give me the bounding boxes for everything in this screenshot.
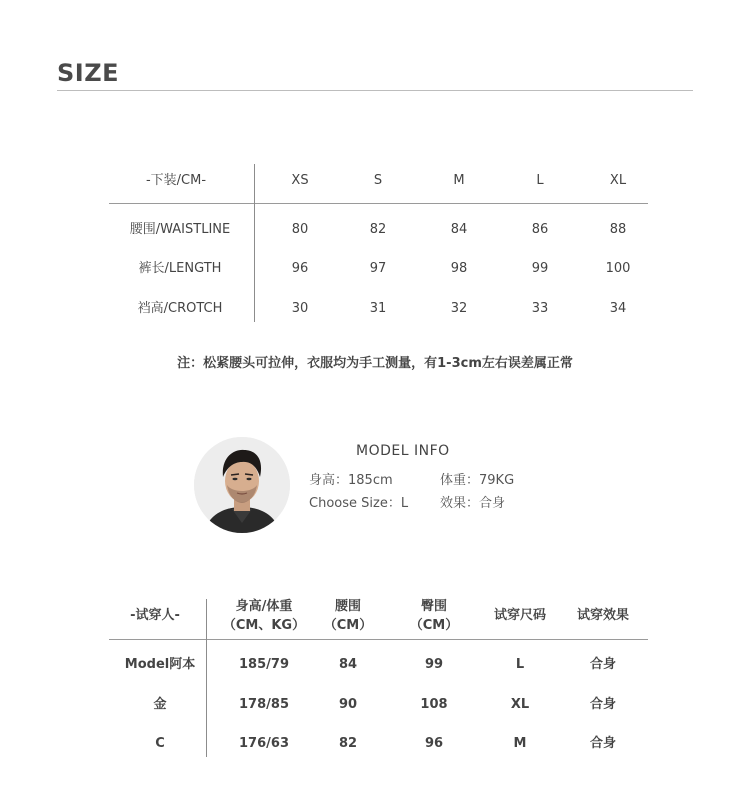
fit-header-hip-unit: （CM） — [409, 618, 459, 633]
fit-cell: 90 — [338, 697, 358, 712]
fit-cell: 99 — [424, 657, 444, 672]
fit-header-waist: 腰围 — [334, 599, 362, 614]
model-choose-size: Choose Size：L — [309, 496, 409, 511]
size-cell: 34 — [609, 301, 627, 316]
fit-cell: L — [515, 657, 525, 672]
size-row-label: 裆高/CROTCH — [137, 301, 223, 316]
size-header-s: S — [373, 173, 383, 188]
size-table-header-label: -下装/CM- — [145, 173, 207, 188]
fit-cell: 178/85 — [239, 697, 289, 712]
fit-cell: 185/79 — [239, 657, 289, 672]
fit-cell: 108 — [420, 697, 448, 712]
size-cell: 96 — [291, 261, 309, 276]
size-cell: 33 — [531, 301, 549, 316]
fit-cell: 84 — [338, 657, 358, 672]
size-cell: 30 — [291, 301, 309, 316]
size-cell: 100 — [605, 261, 631, 276]
model-avatar — [194, 437, 290, 533]
model-fit-effect: 效果：合身 — [440, 496, 506, 511]
fit-header-effect: 试穿效果 — [576, 608, 630, 623]
size-cell: 86 — [531, 222, 549, 237]
fit-cell: 82 — [338, 736, 358, 751]
fit-cell: 合身 — [589, 657, 617, 672]
fit-cell: 176/63 — [239, 736, 289, 751]
size-cell: 82 — [369, 222, 387, 237]
size-header-m: M — [453, 173, 465, 188]
fit-row-name: Model阿本 — [124, 657, 196, 672]
fit-header-hip: 臀围 — [420, 599, 448, 614]
fit-table-header-rule — [109, 639, 648, 640]
fit-row-name: C — [155, 736, 165, 751]
fit-cell: XL — [510, 697, 530, 712]
size-cell: 99 — [531, 261, 549, 276]
fit-row-name: 金 — [153, 697, 167, 712]
size-row-label: 腰围/WAISTLINE — [129, 222, 231, 237]
size-cell: 32 — [450, 301, 468, 316]
page-title: SIZE — [57, 59, 120, 87]
title-divider — [57, 90, 693, 91]
fit-cell: 96 — [424, 736, 444, 751]
fit-header-size: 试穿尺码 — [493, 608, 547, 623]
size-cell: 80 — [291, 222, 309, 237]
size-cell: 98 — [450, 261, 468, 276]
size-row-label: 裤长/LENGTH — [138, 261, 222, 276]
size-header-l: L — [536, 173, 544, 188]
size-cell: 88 — [609, 222, 627, 237]
fit-header-waist-unit: （CM） — [323, 618, 373, 633]
model-info-title: MODEL INFO — [356, 443, 450, 459]
measurement-note: 注：松紧腰头可拉伸，衣服均为手工测量，有1-3cm左右误差属正常 — [177, 356, 573, 371]
size-cell: 31 — [369, 301, 387, 316]
size-cell: 97 — [369, 261, 387, 276]
size-cell: 84 — [450, 222, 468, 237]
fit-header-height-weight: 身高/体重 — [235, 599, 293, 614]
size-header-xs: XS — [291, 173, 309, 188]
size-header-xl: XL — [609, 173, 627, 188]
fit-table-header-label: -试穿人- — [130, 608, 180, 623]
fit-table-column-rule — [206, 599, 207, 757]
fit-cell: 合身 — [589, 736, 617, 751]
model-portrait-icon — [194, 437, 290, 533]
size-table-column-rule — [254, 164, 255, 322]
model-weight: 体重：79KG — [440, 473, 515, 488]
size-table-header-rule — [109, 203, 648, 204]
fit-header-height-weight-unit: （CM、KG） — [222, 618, 306, 633]
fit-cell: 合身 — [589, 697, 617, 712]
model-height: 身高：185cm — [309, 473, 393, 488]
fit-cell: M — [513, 736, 527, 751]
